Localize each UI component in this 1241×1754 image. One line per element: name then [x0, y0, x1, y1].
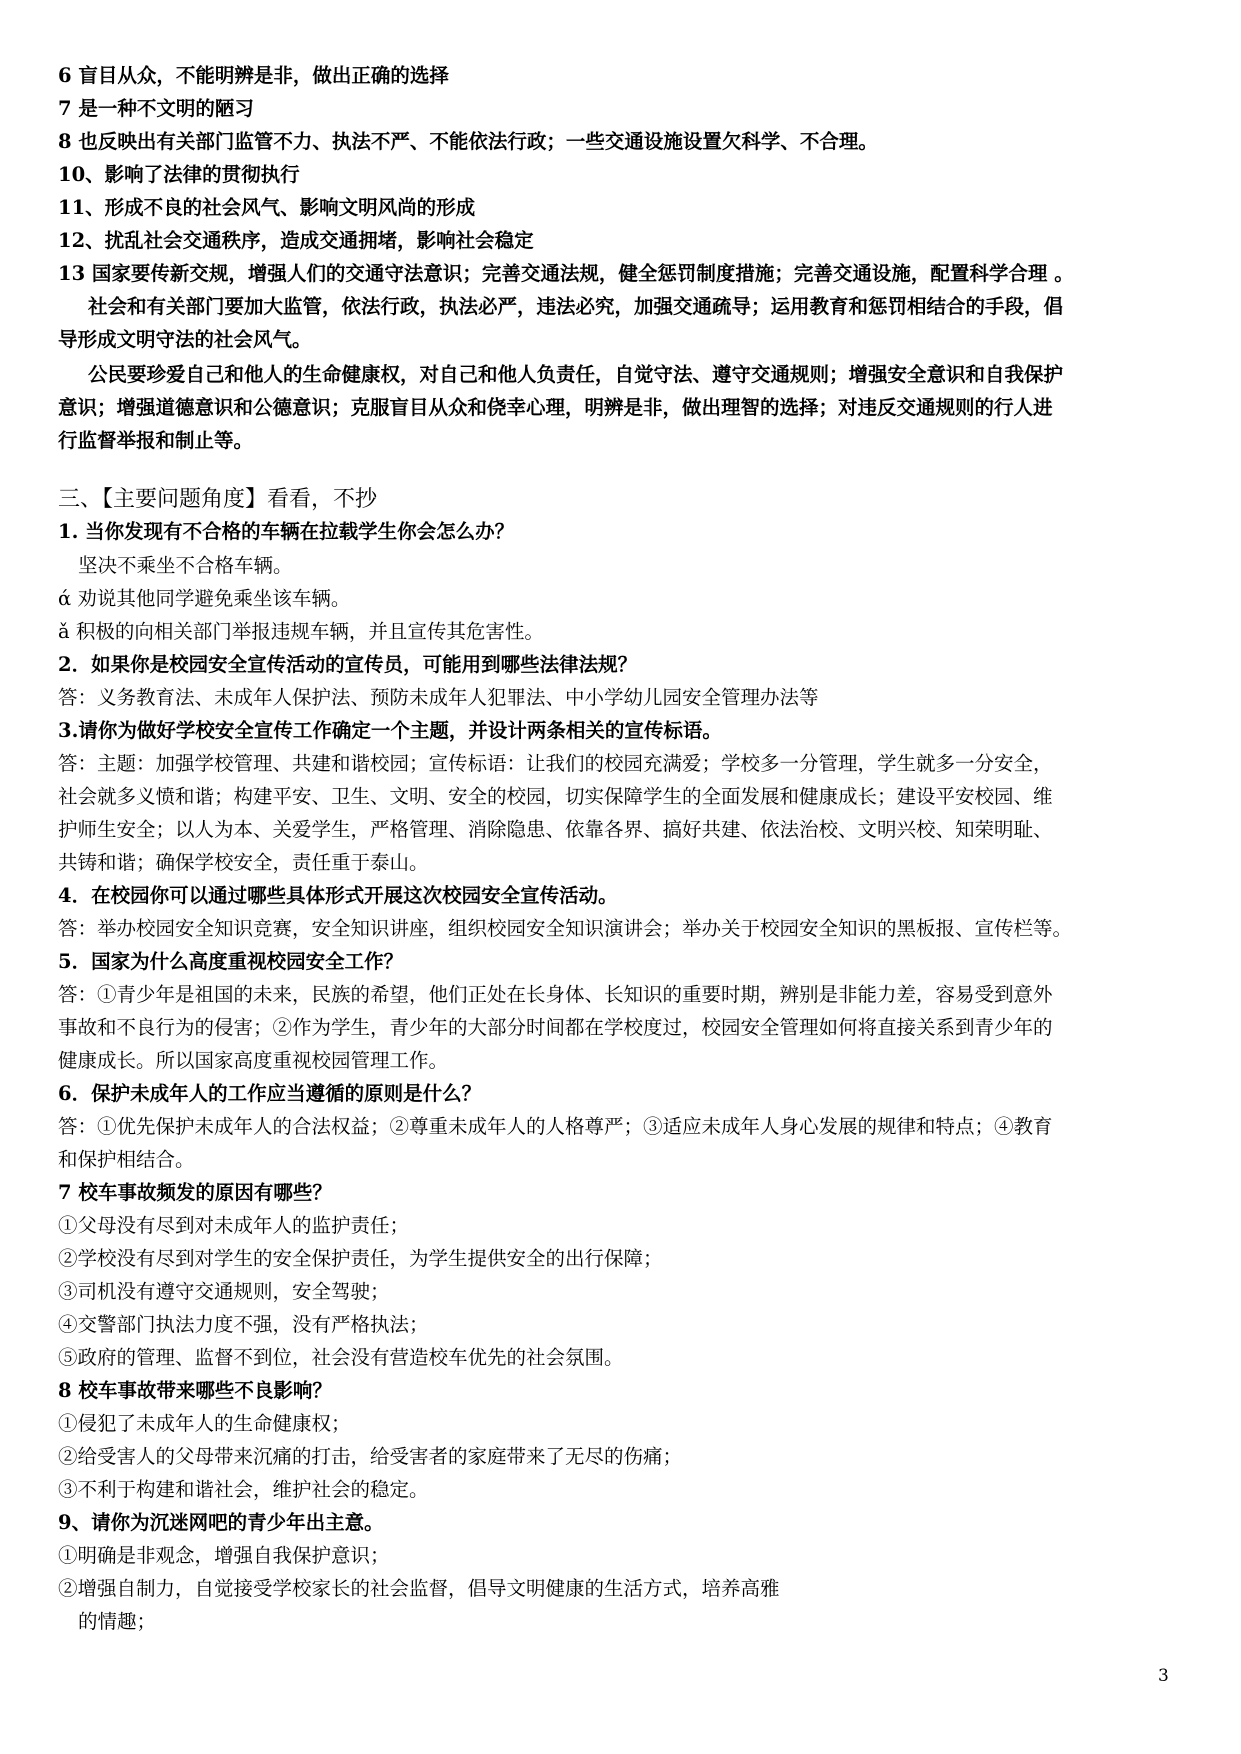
- answer-line: 答：主题：加强学校管理、共建和谐校园；宣传标语：让我们的校园充满爱；学校多一分管理，学生就多一分安全，: [58, 752, 1053, 775]
- answer-line: ②学校没有尽到对学生的安全保护责任，为学生提供安全的出行保障；: [58, 1247, 663, 1270]
- question-line: 6．保护未成年人的工作应当遵循的原则是什么？: [58, 1082, 482, 1105]
- answer-line: 坚决不乘坐不合格车辆。: [78, 554, 293, 577]
- section-heading: 三、【主要问题角度】看看，不抄: [58, 487, 378, 512]
- question-line: 1. 当你发现有不合格的车辆在拉载学生你会怎么办？: [58, 520, 515, 543]
- answer-line: 社会就多义愤和谐；构建平安、卫生、文明、安全的校园，切实保障学生的全面发展和健康成长；建设平安校园、维: [58, 785, 1053, 808]
- answer-line: 答：义务教育法、未成年人保护法、预防未成年人犯罪法、中小学幼儿园安全管理办法等: [58, 686, 819, 709]
- text-line: 社会和有关部门要加大监管，依法行政，执法必严，违法必究，加强交通疏导；运用教育和惩罚相结合的手段，倡: [88, 295, 1064, 318]
- answer-line: ά 劝说其他同学避免乘坐该车辆。: [58, 587, 351, 610]
- text-line: 8 也反映出有关部门监管不力、执法不严、不能依法行政；一些交通设施设置欠科学、不合理。: [58, 130, 878, 153]
- text-line: 13 国家要传新交规，增强人们的交通守法意识；完善交通法规，健全惩罚制度措施；完善交通设施，配置科学合理 。: [58, 262, 1074, 285]
- answer-line: ③不利于构建和谐社会，维护社会的稳定。: [58, 1478, 429, 1501]
- question-line: 5．国家为什么高度重视校园安全工作？: [58, 950, 404, 973]
- page-number: 3: [1158, 1666, 1169, 1686]
- question-line: 4．在校园你可以通过哪些具体形式开展这次校园安全宣传活动。: [58, 884, 618, 907]
- answer-line: ǎ 积极的向相关部门举报违规车辆，并且宣传其危害性。: [58, 620, 544, 643]
- answer-line: 护师生安全；以人为本、关爱学生，严格管理、消除隐患、依靠各界、搞好共建、依法治校、文明兴校、知荣明耻、: [58, 818, 1053, 841]
- answer-line: ④交警部门执法力度不强，没有严格执法；: [58, 1313, 429, 1336]
- text-line: 公民要珍爱自己和他人的生命健康权，对自己和他人负责任，自觉守法、遵守交通规则；增强安全意识和自我保护: [88, 363, 1064, 386]
- text-line: 7 是一种不文明的陋习: [58, 97, 254, 120]
- answer-line: 的情趣；: [78, 1610, 157, 1633]
- answer-line: ①父母没有尽到对未成年人的监护责任；: [58, 1214, 410, 1237]
- answer-line: ②增强自制力，自觉接受学校家长的社会监督，倡导文明健康的生活方式，培养高雅: [58, 1577, 780, 1600]
- question-line: 9、请你为沉迷网吧的青少年出主意。: [58, 1511, 384, 1534]
- question-line: 7 校车事故频发的原因有哪些？: [58, 1181, 332, 1204]
- answer-line: ①侵犯了未成年人的生命健康权；: [58, 1412, 351, 1435]
- text-line: 12、扰乱社会交通秩序，造成交通拥堵，影响社会稳定: [58, 229, 534, 252]
- answer-line: 和保护相结合。: [58, 1148, 195, 1171]
- question-line: 2．如果你是校园安全宣传活动的宣传员，可能用到哪些法律法规？: [58, 653, 638, 676]
- question-line: 8 校车事故带来哪些不良影响？: [58, 1379, 332, 1402]
- answer-line: 健康成长。所以国家高度重视校园管理工作。: [58, 1049, 449, 1072]
- text-line: 导形成文明守法的社会风气。: [58, 328, 312, 351]
- answer-line: 答：①优先保护未成年人的合法权益；②尊重未成年人的人格尊严；③适应未成年人身心发展的规律和特点；④教育: [58, 1115, 1053, 1138]
- answer-line: ⑤政府的管理、监督不到位，社会没有营造校车优先的社会氛围。: [58, 1346, 624, 1369]
- text-line: 10、影响了法律的贯彻执行: [58, 163, 300, 186]
- answer-line: 共铸和谐；确保学校安全，责任重于泰山。: [58, 851, 429, 874]
- answer-line: 答：举办校园安全知识竞赛，安全知识讲座，组织校园安全知识演讲会；举办关于校园安全知识的黑板报、宣传栏等。: [58, 917, 1073, 940]
- text-line: 意识；增强道德意识和公德意识；克服盲目从众和侥幸心理，明辨是非，做出理智的选择；对违反交通规则的行人进: [58, 396, 1053, 419]
- question-line: 3.请你为做好学校安全宣传工作确定一个主题，并设计两条相关的宣传标语。: [58, 719, 722, 742]
- answer-line: ②给受害人的父母带来沉痛的打击，给受害者的家庭带来了无尽的伤痛；: [58, 1445, 683, 1468]
- text-line: 11、形成不良的社会风气、影响文明风尚的形成: [58, 196, 476, 219]
- answer-line: 答：①青少年是祖国的未来，民族的希望，他们正处在长身体、长知识的重要时期，辨别是非能力差，容易受到意外: [58, 983, 1053, 1006]
- text-line: 行监督举报和制止等。: [58, 429, 254, 452]
- answer-line: 事故和不良行为的侵害；②作为学生，青少年的大部分时间都在学校度过，校园安全管理如何将直接关系到青少年的: [58, 1016, 1053, 1039]
- text-line: 6 盲目从众，不能明辨是非，做出正确的选择: [58, 64, 449, 87]
- answer-line: ①明确是非观念，增强自我保护意识；: [58, 1544, 390, 1567]
- answer-line: ③司机没有遵守交通规则，安全驾驶；: [58, 1280, 390, 1303]
